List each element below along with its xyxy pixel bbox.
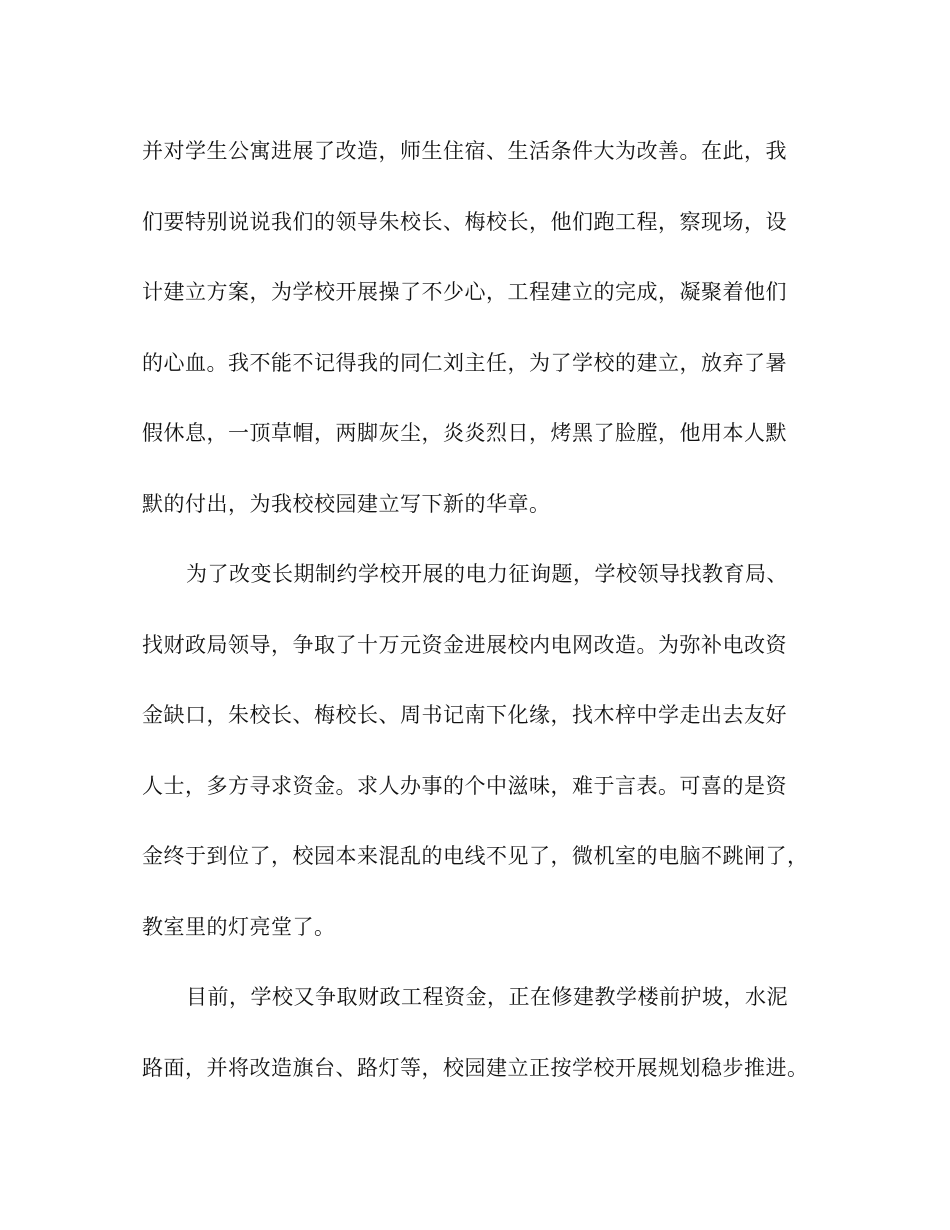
text-line: 假休息，一顶草帽，两脚灰尘，炎炎烈日，烤黑了脸膛，他用本人默 — [142, 421, 787, 445]
text-line: 们要特别说说我们的领导朱校长、梅校长，他们跑工程，察现场，设 — [142, 209, 787, 234]
text-line: 金缺口，朱校长、梅校长、周书记南下化缘，找木梓中学走出去友好 — [142, 703, 787, 727]
text-line: 找财政局领导，争取了十万元资金进展校内电网改造。为弥补电改资 — [142, 632, 787, 657]
text-line: 目前，学校又争取财政工程资金，正在修建教学楼前护坡，水泥 — [186, 985, 788, 1009]
text-line: 为了改变长期制约学校开展的电力征询题，学校领导找教育局、 — [186, 562, 788, 586]
text-line: 金终于到位了，校园本来混乱的电线不见了，微机室的电脑不跳闸了， — [142, 844, 809, 868]
text-line: 路面，并将改造旗台、路灯等，校园建立正按学校开展规划稳步推进。 — [142, 1055, 809, 1080]
text-line: 计建立方案，为学校开展操了不少心，工程建立的完成，凝聚着他们 — [142, 280, 787, 304]
text-line: 教室里的灯亮堂了。 — [142, 914, 336, 939]
text-line: 默的付出，为我校校园建立写下新的华章。 — [142, 491, 551, 516]
paragraph-3 — [142, 962, 810, 1103]
paragraph-1 — [142, 116, 810, 539]
paragraph-2 — [142, 539, 810, 962]
text-line: 并对学生公寓进展了改造，师生住宿、生活条件大为改善。在此，我 — [142, 139, 787, 163]
text-line: 人士，多方寻求资金。求人办事的个中滋味，难于言表。可喜的是资 — [142, 773, 787, 798]
text-line: 的心血。我不能不记得我的同仁刘主任，为了学校的建立，放弃了暑 — [142, 350, 787, 375]
body-text — [142, 116, 810, 1103]
